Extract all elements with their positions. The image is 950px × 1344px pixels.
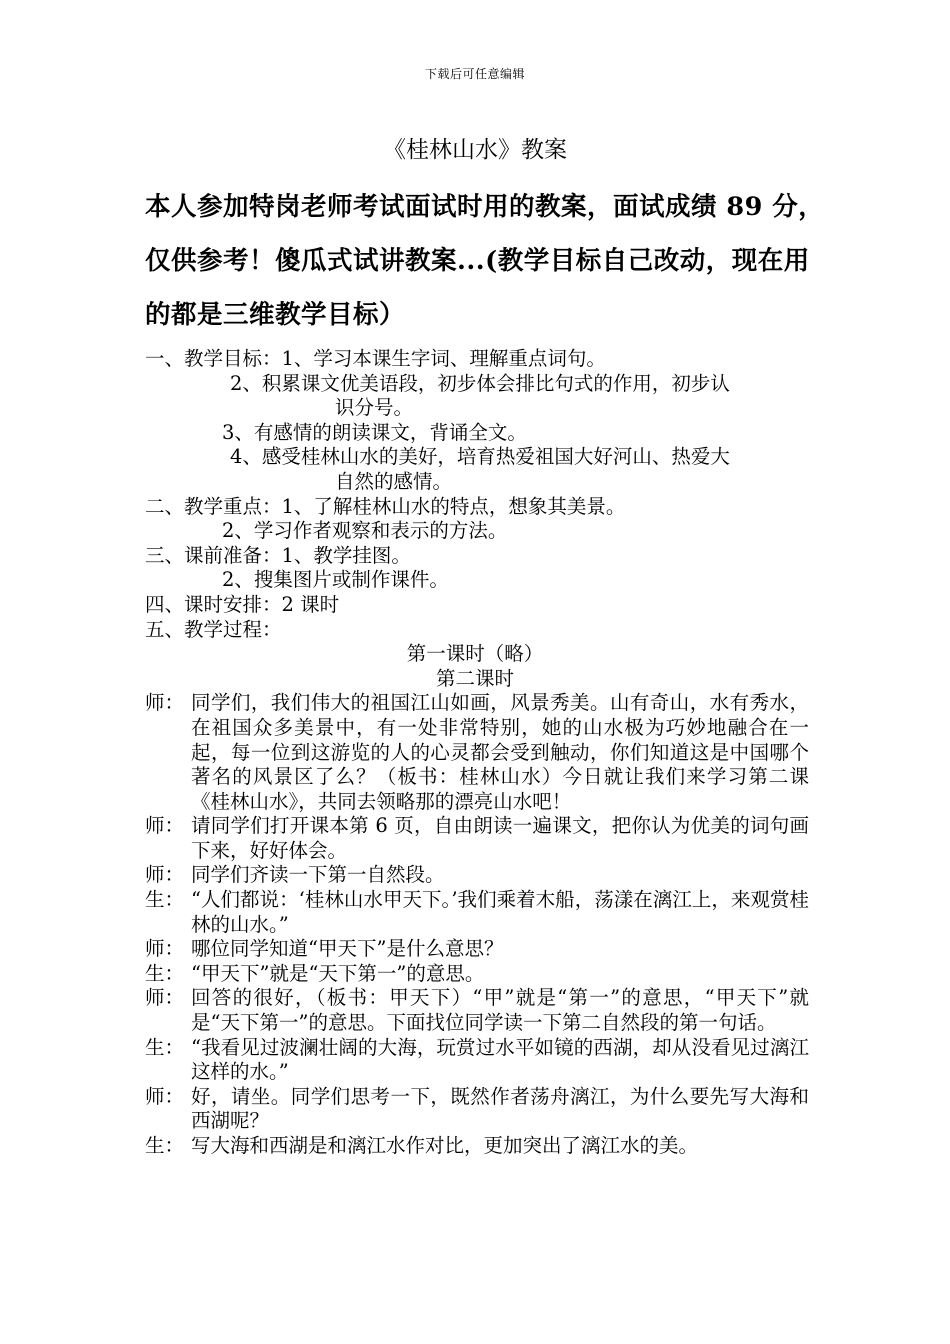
utterance-text: 同学们齐读一下第一自然段。 [191,863,445,887]
keypoint-item: 1、了解桂林山水的特点，想象其美景。 [281,494,626,518]
prep-item: 1、教学挂图。 [281,543,411,567]
objective-item: 1、学习本课生字词、理解重点词句。 [281,347,606,370]
prep-item: 2、搜集图片或制作课件。 [222,568,449,592]
dialogue-turn [145,888,825,937]
intro-line: 本人参加特岗老师考试面试时用的教案，面试成绩 89 分， [145,192,825,222]
section-label: 二、教学重点： [145,494,282,518]
process-heading: 五、教学过程： [145,617,282,641]
dialogue-turn [145,962,825,987]
utterance-text: 写大海和西湖是和漓江水作对比，更加突出了漓江水的美。 [191,1134,699,1157]
utterance-text: 好，请坐。同学们思考一下，既然作者荡舟漓江，为什么要先写大海和西湖呢？ [191,1084,809,1133]
dialogue-turn [145,691,825,814]
lesson-plan-body [145,347,825,1159]
schedule-value: 2 课时 [281,592,340,616]
utterance-text: “甲天下”就是“天下第一”的意思。 [191,961,485,985]
utterance-text: 哪位同学知道“甲天下”是什么意思？ [191,937,504,961]
intro-paragraph [145,180,825,342]
lesson-1-heading: 第一课时（略） [406,642,544,666]
utterance-text: 请同学们打开课本第 6 页，自由朗读一遍课文，把你认为优美的词句画下来，好好体会。 [191,814,809,862]
objectives-heading [145,347,825,372]
dialogue-turn [145,1085,825,1134]
speaker-label: 生： [145,1035,185,1059]
dialogue-turn [145,863,825,888]
intro-line: 的都是三维教学目标） [145,300,406,330]
utterance-text: “人们都说：‘桂林山水甲天下。’我们乘着木船，荡漾在漓江上，来观赏桂林的山水。” [191,888,809,936]
speaker-label: 生： [145,1134,185,1157]
speaker-label: 师： [145,937,185,961]
section-label: 四、课时安排： [145,592,282,616]
speaker-label: 师： [145,863,185,887]
section-label: 三、课前准备： [145,543,282,567]
prep-heading [145,544,825,569]
dialogue-turn [145,937,825,962]
objective-item: 4、感受桂林山水的美好，培育热爱祖国大好河山、热爱大 [230,445,730,469]
dialogue-turn [145,1036,825,1085]
header-note: 下载后可任意编辑 [424,67,525,81]
utterance-text: 回答的很好，（板书：甲天下）“甲”就是“第一”的意思，“甲天下”就是“天下第一”的意思。下面找位同学读一下第二自然段的第一句话。 [191,986,809,1035]
speaker-label: 师： [145,1084,185,1108]
intro-line: 仅供参考！傻瓜式试讲教案...(教学目标自己改动，现在用 [145,246,810,276]
utterance-text: “我看见过波澜壮阔的大海，玩赏过水平如镜的西湖，却从没看见过漓江这样的水。” [191,1035,809,1084]
schedule-heading [145,593,825,618]
speaker-label: 师： [145,986,185,1010]
objective-item: 2、积累课文优美语段，初步体会排比句式的作用，初步认 [230,371,730,395]
objective-item-continued: 自然的感情。 [335,469,453,493]
dialogue-turn [145,986,825,1035]
dialogue-turn [145,1134,825,1159]
speaker-label: 生： [145,888,185,912]
document-title: 《桂林山水》教案 [383,137,567,163]
keypoint-item: 2、学习作者观察和表示的方法。 [222,519,508,543]
speaker-label: 师： [145,691,185,715]
speaker-label: 师： [145,814,185,838]
keypoints-heading [145,495,825,520]
objective-item: 3、有感情的朗读课文，背诵全文。 [222,420,527,444]
objective-item-continued: 识分号。 [335,396,414,420]
utterance-text: 同学们，我们伟大的祖国江山如画，风景秀美。山有奇山，水有秀水，在祖国众多美景中，有一处非常特别，她的山水极为巧妙地融合在一起，每一位到这游览的人的心灵都会受到触动，你们知道这是中国哪个著名的风景区了么？（板书：桂林山水）今日就让我们来学习第二课《桂林山水》，共同去领略那的漂亮山水吧！ [191,691,809,813]
section-label: 一、教学目标： [145,347,282,370]
dialogue-turn [145,814,825,863]
lesson-2-heading: 第二课时 [435,666,514,690]
speaker-label: 生： [145,961,185,985]
